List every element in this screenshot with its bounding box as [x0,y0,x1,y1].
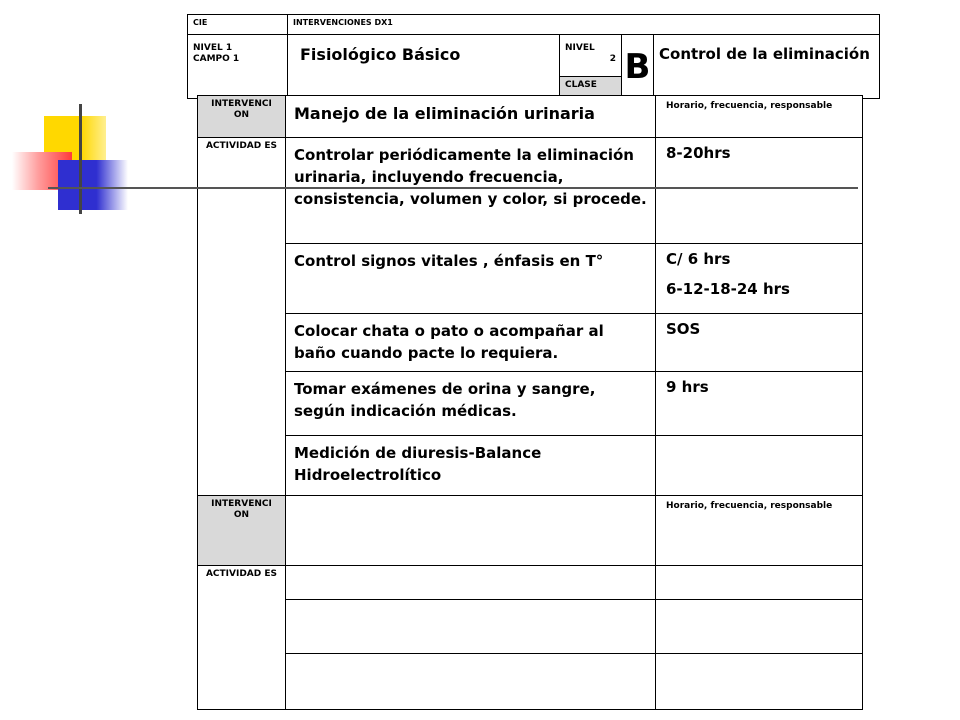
intervencion-label: INTERVENCI ON [198,96,286,138]
nivel2-value: 2 [609,54,616,64]
actividades-label-2: ACTIVIDAD ES [198,566,286,710]
schedule-header: Horario, frecuencia, responsable [656,96,863,138]
activity-time [656,436,863,496]
actividades-label: ACTIVIDAD ES [198,138,286,496]
intervencion-title-2 [286,496,656,566]
intervenciones-label: INTERVENCIONES DX1 [288,15,880,35]
nivel2-cell [560,35,622,77]
nivel1-label: NIVEL 1 [193,43,233,53]
activity-text: Medición de diuresis-Balance Hidroelectrolítico [286,436,656,496]
empty-time-cell [656,654,863,710]
empty-activity-cell [286,566,656,600]
control-eliminacion-label: Control de la eliminación [654,35,880,99]
activity-text: Control signos vitales , énfasis en T° [286,244,656,314]
activity-text: Tomar exámenes de orina y sangre, según indicación médicas. [286,372,656,436]
empty-activity-cell [286,600,656,654]
decor-horizontal-line [48,187,858,189]
empty-time-cell [656,566,863,600]
intervencion-label-2: INTERVENCI ON [198,496,286,566]
schedule-header-2: Horario, frecuencia, responsable [656,496,863,566]
cie-label: CIE [188,15,288,35]
nivel2-label: NIVEL [565,43,595,53]
class-letter: B [622,35,654,99]
activity-time-detail: 6-12-18-24 hrs [666,280,790,298]
nivel-campo-cell [188,35,288,99]
activity-time: SOS [656,314,863,372]
decor-vertical-line [79,104,82,214]
fisiologico-label: Fisiológico Básico [288,35,560,99]
activity-time: 8-20hrs [656,138,863,244]
clase-label: CLASE [560,77,622,99]
activity-time: 9 hrs [656,372,863,436]
header-table [187,14,880,99]
intervencion-title: Manejo de la eliminación urinaria [286,96,656,138]
empty-activity-cell [286,654,656,710]
activity-text: Controlar periódicamente la eliminación urinaria, incluyendo frecuencia, consistencia, volumen y color, si procede. [286,138,656,244]
activity-text: Colocar chata o pato o acompañar al baño cuando pacte lo requiera. [286,314,656,372]
campo1-label: CAMPO 1 [193,54,240,64]
activity-time: C/ 6 hrs [666,250,731,268]
decor-blue-square [58,160,128,210]
activity-time-cell [656,244,863,314]
empty-time-cell [656,600,863,654]
